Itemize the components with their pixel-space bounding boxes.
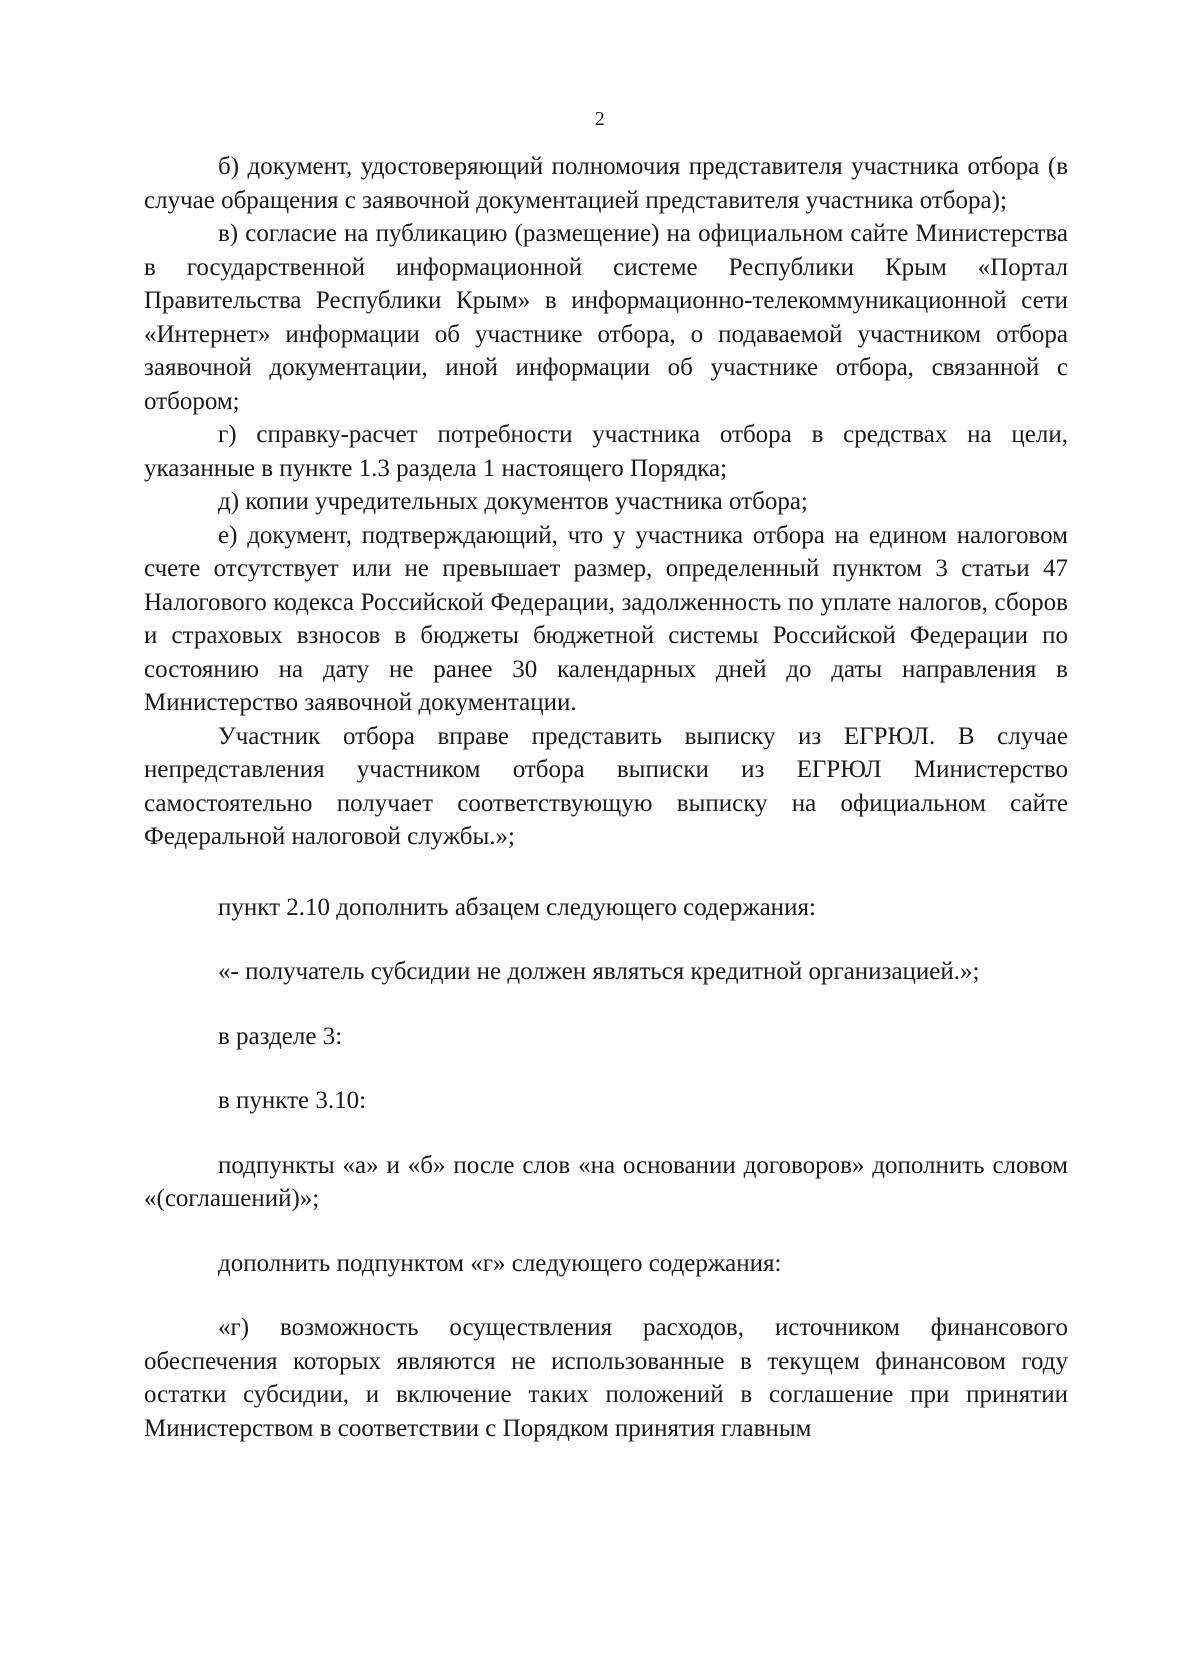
paragraph-subpoint-g-text: «г) возможность осуществления расходов, источником финансового обеспечения которых являются не использованные в текущем финансовом году остатки субсидии, и включение таких положений в соглашение при принятии Министерством в соответствии с Порядком принятия главным <box>144 1314 1068 1442</box>
paragraph-v-publication-consent: в) согласие на публикацию (размещение) на официальном сайте Министерства в государственной информационной системе Республики Крым «Портал Правительства Республики Крым» в информационно-телекоммуникационной сети «Интернет» информации об участнике отбора, о подаваемой участником отбора заявочной документации, иной информации об участнике отбора, связанной с отбором; <box>144 220 1068 415</box>
paragraph-credit-organization: «- получатель субсидии не должен являться кредитной организацией.»; <box>218 958 980 985</box>
paragraph-section-3: в разделе 3: <box>218 1022 343 1050</box>
paragraph-g-calculation-certificate: г) справку-расчет потребности участника отбора в средствах на цели, указанные в пункте 1.3 раздела 1 настоящего Порядка; <box>144 421 1068 482</box>
paragraph-e-tax-debt-document: е) документ, подтверждающий, что у участника отбора на едином налоговом счете отсутствует или не превышает размер, определенный пунктом 3 статьи 47 Налогового кодекса Российской Федерации, задолженность по уплате налогов, сборов и страховых взносов в бюджеты бюджетной системы Российской Федерации по состоянию на дату не ранее 30 календарных дней до даты направления в Министерство заявочной документации. <box>144 521 1068 716</box>
paragraph-add-subpoint-g: дополнить подпунктом «г» следующего содержания: <box>218 1249 782 1277</box>
paragraph-d-founding-documents: д) копии учредительных документов участника отбора; <box>218 488 808 515</box>
page-number: 2 <box>594 108 606 130</box>
document-body <box>144 150 1068 1445</box>
paragraph-egrul-extract: Участник отбора вправе представить выписку из ЕГРЮЛ. В случае непредставления участником отбора выписки из ЕГРЮЛ Министерство самостоятельно получает соответствующую выписку на официальном сайте Федеральной налоговой службы.»; <box>144 722 1068 850</box>
paragraph-point-2-10: пункт 2.10 дополнить абзацем следующего содержания: <box>218 893 816 921</box>
paragraph-subpoints-a-b: подпункты «а» и «б» после слов «на основании договоров» дополнить словом «(соглашений)»; <box>144 1151 1068 1212</box>
paragraph-b-representative-document: б) документ, удостоверяющий полномочия представителя участника отбора (в случае обращения с заявочной документацией представителя участника отбора); <box>144 153 1068 214</box>
paragraph-point-3-10: в пункте 3.10: <box>218 1087 367 1114</box>
